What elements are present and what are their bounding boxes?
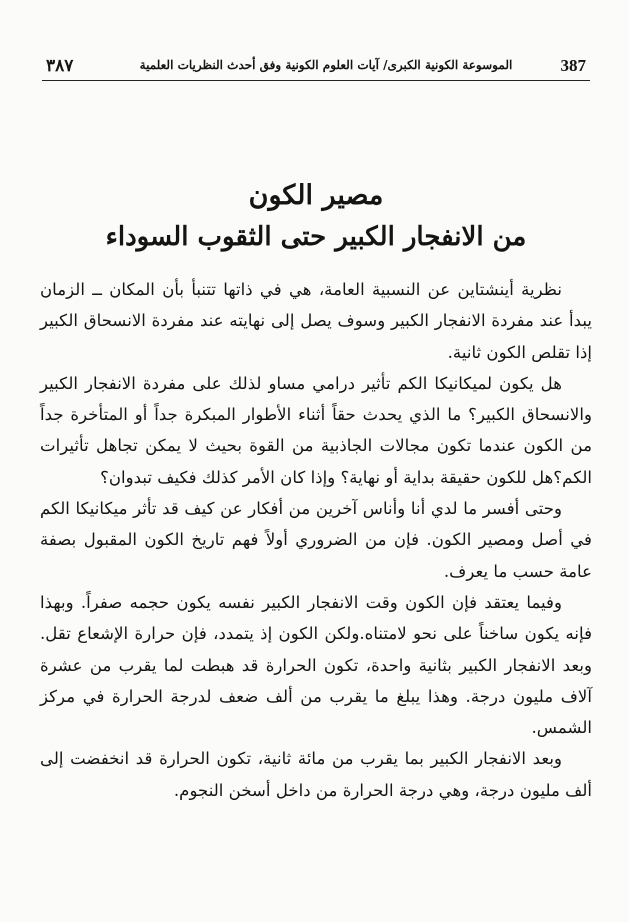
page-number-arabic: ٣٨٧ [46,56,74,76]
paragraph: وفيما يعتقد فإن الكون وقت الانفجار الكبير نفسه يكون حجمه صفراً. وبهذا فإنه يكون ساخناً على نحو لامتناه.ولكن الكون إذ يتمدد، فإن حرارة الإشعاع تقل. وبعد الانفجار الكبير بثانية واحدة، تكون الحرارة قد هبطت لما يقرب من عشرة آلاف مليون درجة. وهذا يبلغ ما يقرب من ألف ضعف لدرجة الحرارة في مركز الشمس. [40,592,592,738]
paragraph: وحتى أفسر ما لدي أنا وأناس آخرين من أفكار عن كيف قد تأثر ميكانيكا الكم في أصل ومصير الكون. فإن من الضروري أولاً فهم تاريخ الكون المقبول بصفة عامة حسب ما يعرف. [40,499,592,581]
running-header [42,46,590,81]
chapter-subtitle: من الانفجار الكبير حتى الثقوب السوداء [105,222,527,252]
paragraph: نظرية أينشتاين عن النسبية العامة، هي في ذاتها تتنبأ بأن المكان ــ الزمان يبدأ عند مفردة الانفجار الكبير وسوف يصل إلى نهايته عند مفردة الانسحاق الكبير إذا تقلص الكون ثانية. [40,280,592,362]
body-text [40,274,592,806]
paragraph: هل يكون لميكانيكا الكم تأثير درامي مساو لذلك على مفردة الانفجار الكبير والانسحاق الكبير؟ ما الذي يحدث حقاً أثناء الأطوار المبكرة جداً أو المتأخرة جداً من الكون عندما تكون مجالات الجاذبية من القوة بحيث لا يمكن تجاهل تأثيرات الكم؟هل للكون حقيقة بداية أو نهاية؟ وإذا كان الأمر كذلك فكيف تبدوان؟ [40,373,592,487]
running-title: الموسوعة الكونية الكبرى/ آيات العلوم الكونية وفق أحدث النظريات العلمية [139,58,513,72]
page-number-latin: 387 [560,56,586,75]
paragraph: وبعد الانفجار الكبير بما يقرب من مائة ثانية، تكون الحرارة قد انخفضت إلى ألف مليون درجة، وهي درجة الحرارة من داخل أسخن النجوم. [40,749,592,800]
chapter-title: مصير الكون [248,180,384,211]
